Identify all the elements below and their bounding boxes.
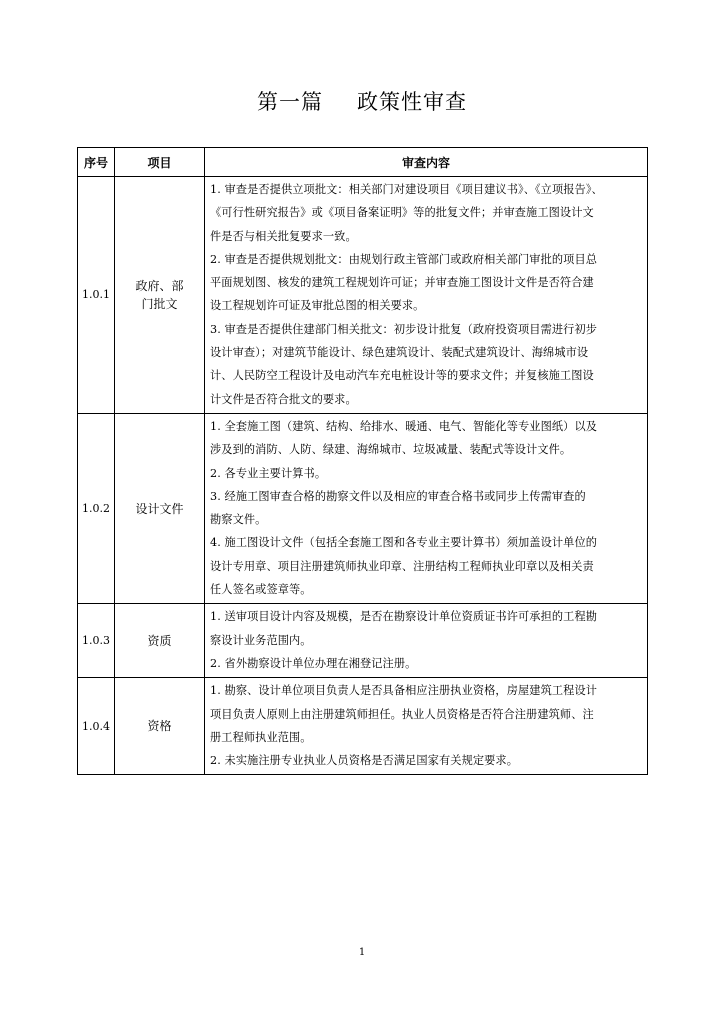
content-line: 设计审查）；对建筑节能设计、绿色建筑设计、装配式建筑设计、海绵城市设 [210, 346, 589, 360]
row-seq: 1.0.4 [78, 678, 115, 775]
row-content [205, 678, 648, 775]
title-part-2: 政策性审查 [357, 90, 467, 114]
content-line: 察设计业务范围内。 [210, 633, 312, 647]
row-item [115, 177, 205, 414]
review-table [77, 147, 648, 775]
row-item-label: 设计文件 [135, 501, 184, 516]
content-line: 平面规划图、核发的建筑工程规划许可证；并审查施工图设计文件是否符合建 [210, 276, 594, 290]
content-line: 2. 审查是否提供规划批文：由规划行政主管部门或政府相关部门审批的项目总 [210, 252, 598, 266]
content-line: 2. 未实施注册专业执业人员资格是否满足国家有关规定要求。 [210, 754, 519, 768]
row-item [115, 413, 205, 603]
row-item-label: 资格 [147, 719, 172, 734]
content-line: 2. 各专业主要计算书。 [210, 466, 327, 480]
header-content: 审查内容 [205, 148, 648, 177]
content-line: 1. 送审项目设计内容及规模，是否在勘察设计单位资质证书许可承担的工程勘 [210, 610, 598, 624]
table-row [78, 177, 648, 414]
row-content [205, 604, 648, 678]
row-content-lines [205, 678, 647, 774]
row-item [115, 604, 205, 678]
content-line: 1. 审查是否提供立项批文：相关部门对建设项目《项目建议书》、《立项报告》、 [210, 183, 603, 196]
page-title [0, 86, 724, 116]
content-line: 任人签名或签章等。 [210, 583, 312, 597]
table-row [78, 413, 648, 603]
row-seq: 1.0.1 [78, 177, 115, 414]
content-line: 册工程师执业范围。 [210, 730, 312, 744]
content-line: 1. 勘察、设计单位项目负责人是否具备相应注册执业资格，房屋建筑工程设计 [210, 684, 598, 698]
content-line: 3. 经施工图审查合格的勘察文件以及相应的审查合格书或同步上传需审查的 [210, 489, 586, 503]
content-line: 《可行性研究报告》或《项目备案证明》等的批复文件；并审查施工图设计文 [210, 206, 594, 220]
content-line: 计、人民防空工程设计及电动汽车充电桩设计等的要求文件；并复核施工图设 [210, 369, 594, 383]
content-line: 4. 施工图设计文件（包括全套施工图和各专业主要计算书）须加盖设计单位的 [210, 536, 598, 550]
content-line: 设工程规划许可证及审批总图的相关要求。 [210, 299, 425, 313]
header-item: 项目 [115, 148, 205, 177]
content-line: 1. 全套施工图（建筑、结构、给排水、暖通、电气、智能化等专业图纸）以及 [210, 419, 598, 433]
header-seq: 序号 [78, 148, 115, 177]
row-content-lines [205, 604, 647, 677]
row-seq: 1.0.3 [78, 604, 115, 678]
content-line: 设计专用章、项目注册建筑师执业印章、注册结构工程师执业印章以及相关责 [210, 559, 594, 573]
content-line: 2. 省外勘察设计单位办理在湘登记注册。 [210, 656, 417, 670]
content-line: 项目负责人原则上由注册建筑师担任。执业人员资格是否符合注册建筑师、注 [210, 707, 594, 721]
table-body [78, 177, 648, 775]
row-content-lines [205, 414, 647, 603]
table-row [78, 678, 648, 775]
row-content [205, 177, 648, 414]
row-item-label: 政府、部门批文 [135, 278, 184, 311]
content-line: 勘察文件。 [210, 513, 267, 527]
row-seq: 1.0.2 [78, 413, 115, 603]
content-line: 件是否与相关批复要求一致。 [210, 229, 357, 243]
content-line: 3. 审查是否提供住建部门相关批文：初步设计批复（政府投资项目需进行初步 [210, 322, 598, 336]
table-header-row [78, 148, 648, 177]
row-content [205, 413, 648, 603]
content-line: 计文件是否符合批文的要求。 [210, 392, 357, 406]
title-part-1: 第一篇 [257, 90, 323, 114]
content-line: 涉及到的消防、人防、绿建、海绵城市、垃圾减量、装配式等设计文件。 [210, 443, 572, 457]
page-number: 1 [358, 947, 366, 958]
row-item [115, 678, 205, 775]
table-row [78, 604, 648, 678]
row-item-label: 资质 [147, 633, 172, 648]
row-content-lines [205, 177, 647, 413]
